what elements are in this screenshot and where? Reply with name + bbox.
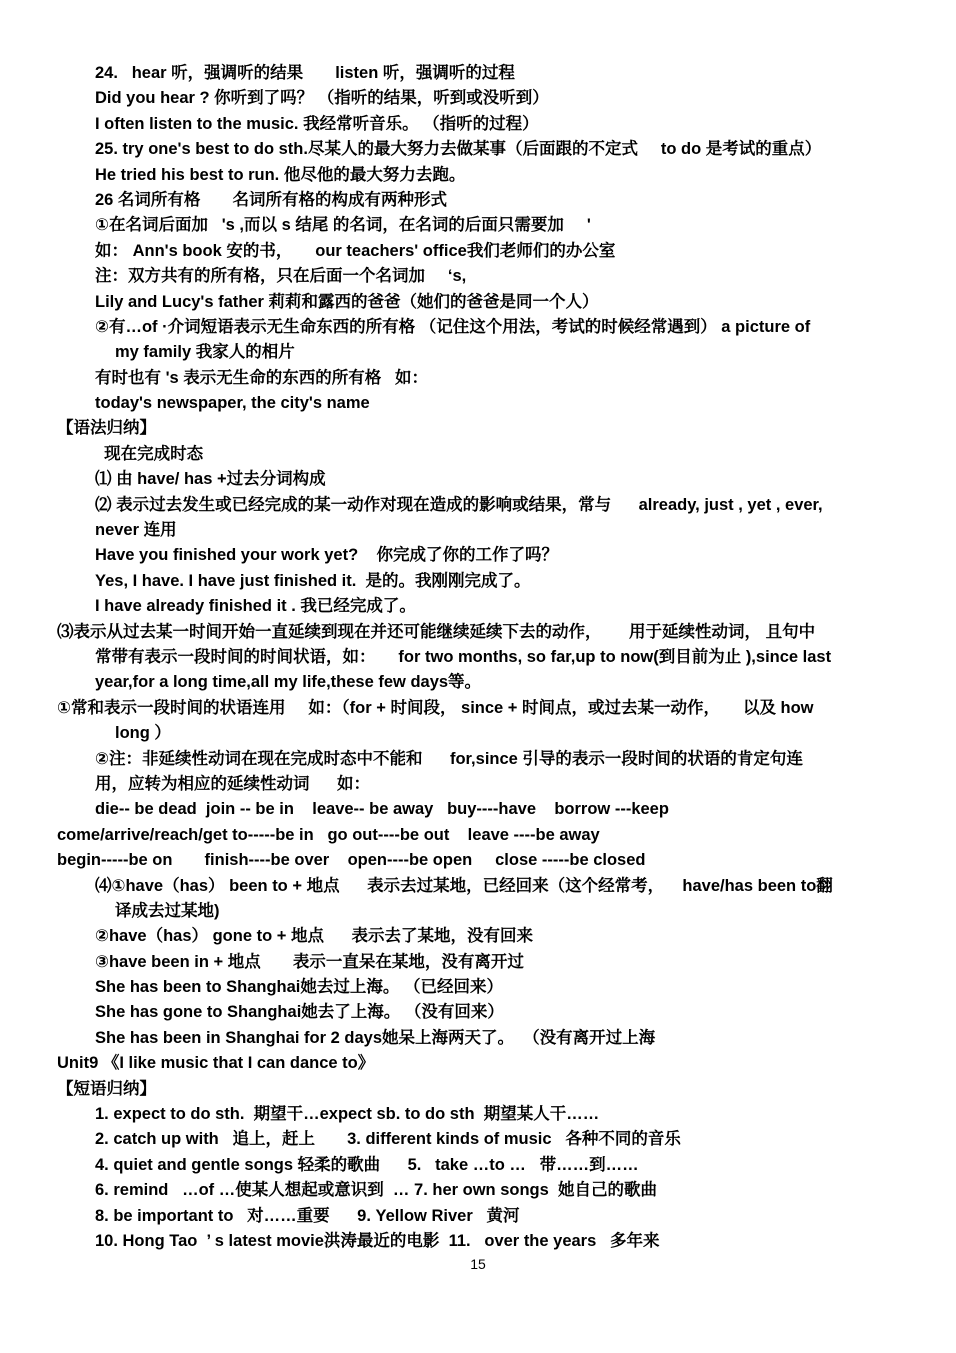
doc-line: I have already finished it . 我已经完成了。 [95,597,416,616]
doc-line: 1. expect to do sth. 期望干…expect sb. to do sth 期望某人干…… [95,1105,600,1124]
doc-line: begin-----be on finish----be over open----be open close -----be closed [57,851,646,870]
doc-line: Unit9 《I like music that I can dance to》 [57,1054,375,1073]
doc-line: 注：双方共有的所有格，只在后面一个名词加 ‘s, [95,267,467,286]
doc-line: 26 名词所有格 名词所有格的构成有两种形式 [95,190,448,209]
doc-line: I often listen to the music. 我经常听音乐。 （指听的过程） [95,114,539,133]
doc-line: ①常和表示一段时间的状语连用 如：（for + 时间段， since + 时间点，或过去某一动作， 以及 how [57,698,814,717]
doc-line: Have you finished your work yet? 你完成了你的工作了吗？ [95,546,558,565]
doc-line: ⑴ 由 have/ has +过去分词构成 [95,470,326,489]
doc-line: 如： Ann's book 安的书， our teachers' office我们老师们的办公室 [95,241,616,260]
doc-line: She has been in Shanghai for 2 days她呆上海两天了。 （没有离开过上海 [95,1028,656,1047]
doc-line: ②注：非延续性动词在现在完成时态中不能和 for,since 引导的表示一段时间的状语的肯定句连 [95,749,803,768]
doc-line: ②有…of ·介词短语表示无生命东西的所有格 （记住这个用法，考试的时候经常遇到） a picture of [95,317,811,336]
doc-line: ⑵ 表示过去发生或已经完成的某一动作对现在造成的影响或结果，常与 already, just , yet , ever, [95,495,823,514]
doc-line: 【短语归纳】 [57,1079,156,1098]
doc-line: 4. quiet and gentle songs 轻柔的歌曲 5. take …to … 带……到…… [95,1155,639,1174]
doc-line: 10. Hong Tao ’ s latest movie洪涛最近的电影 11. over the years 多年来 [95,1231,660,1250]
doc-line: 译成去过某地) [115,901,220,920]
doc-line: year,for a long time,all my life,these few days等。 [95,673,482,692]
doc-line: Lily and Lucy's father 莉莉和露西的爸爸（她们的爸爸是同一个人） [95,292,599,311]
doc-line: ⑷①have（has） been to + 地点 表示去过某地，已经回来（这个经常考， have/has been to翻 [95,876,833,895]
doc-line: She has been to Shanghai她去过上海。 （已经回来） [95,978,503,997]
doc-line: long ） [115,724,171,743]
doc-line: She has gone to Shanghai她去了上海。 （没有回来） [95,1003,504,1022]
doc-line: die-- be dead join -- be in leave-- be away buy----have borrow ---keep [95,800,669,819]
doc-line: 有时也有 's 表示无生命的东西的所有格 如： [95,368,429,387]
doc-line: ②have（has） gone to + 地点 表示去了某地，没有回来 [95,927,533,946]
doc-line: ①在名词后面加 's ,而以 s 结尾 的名词，在名词的后面只需要加 ' [95,216,591,235]
doc-line: He tried his best to run. 他尽他的最大努力去跑。 [95,165,466,184]
doc-line: 25. try one's best to do sth.尽某人的最大努力去做某事（后面跟的不定式 to do 是考试的重点） [95,140,822,159]
doc-line: Yes, I have. I have just finished it. 是的。我刚刚完成了。 [95,571,531,590]
doc-line: ③have been in + 地点 表示一直呆在某地，没有离开过 [95,952,524,971]
doc-line: 常带有表示一段时间的时间状语，如： for two months, so far,up to now(到目前为止 ),since last [95,647,832,666]
doc-line: 2. catch up with 追上，赶上 3. different kinds of music 各种不同的音乐 [95,1130,681,1149]
doc-line: never 连用 [95,521,177,540]
doc-line: ⑶表示从过去某一时间开始一直延续到现在并还可能继续延续下去的动作， 用于延续性动词， 且句中 [57,622,816,641]
doc-line: 现在完成时态 [95,444,204,463]
doc-line: today's newspaper, the city's name [95,394,370,413]
document-body [57,61,940,1254]
doc-line: my family 我家人的相片 [115,343,295,362]
doc-line: come/arrive/reach/get to-----be in go out----be out leave ----be away [57,825,600,844]
doc-line: 24. hear 听，强调听的结果 listen 听，强调听的过程 [95,64,515,82]
doc-line: Did you hear ? 你听到了吗？ （指听的结果，听到或没听到） [95,89,549,108]
doc-line: 8. be important to 对……重要 9. Yellow River 黄河 [95,1206,520,1225]
page-number: 15 [470,1256,486,1272]
doc-line: 6. remind …of …使某人想起或意识到 … 7. her own songs 她自己的歌曲 [95,1181,657,1200]
doc-line: 【语法归纳】 [57,419,156,438]
doc-line: 用，应转为相应的延续性动词 如： [95,774,371,793]
